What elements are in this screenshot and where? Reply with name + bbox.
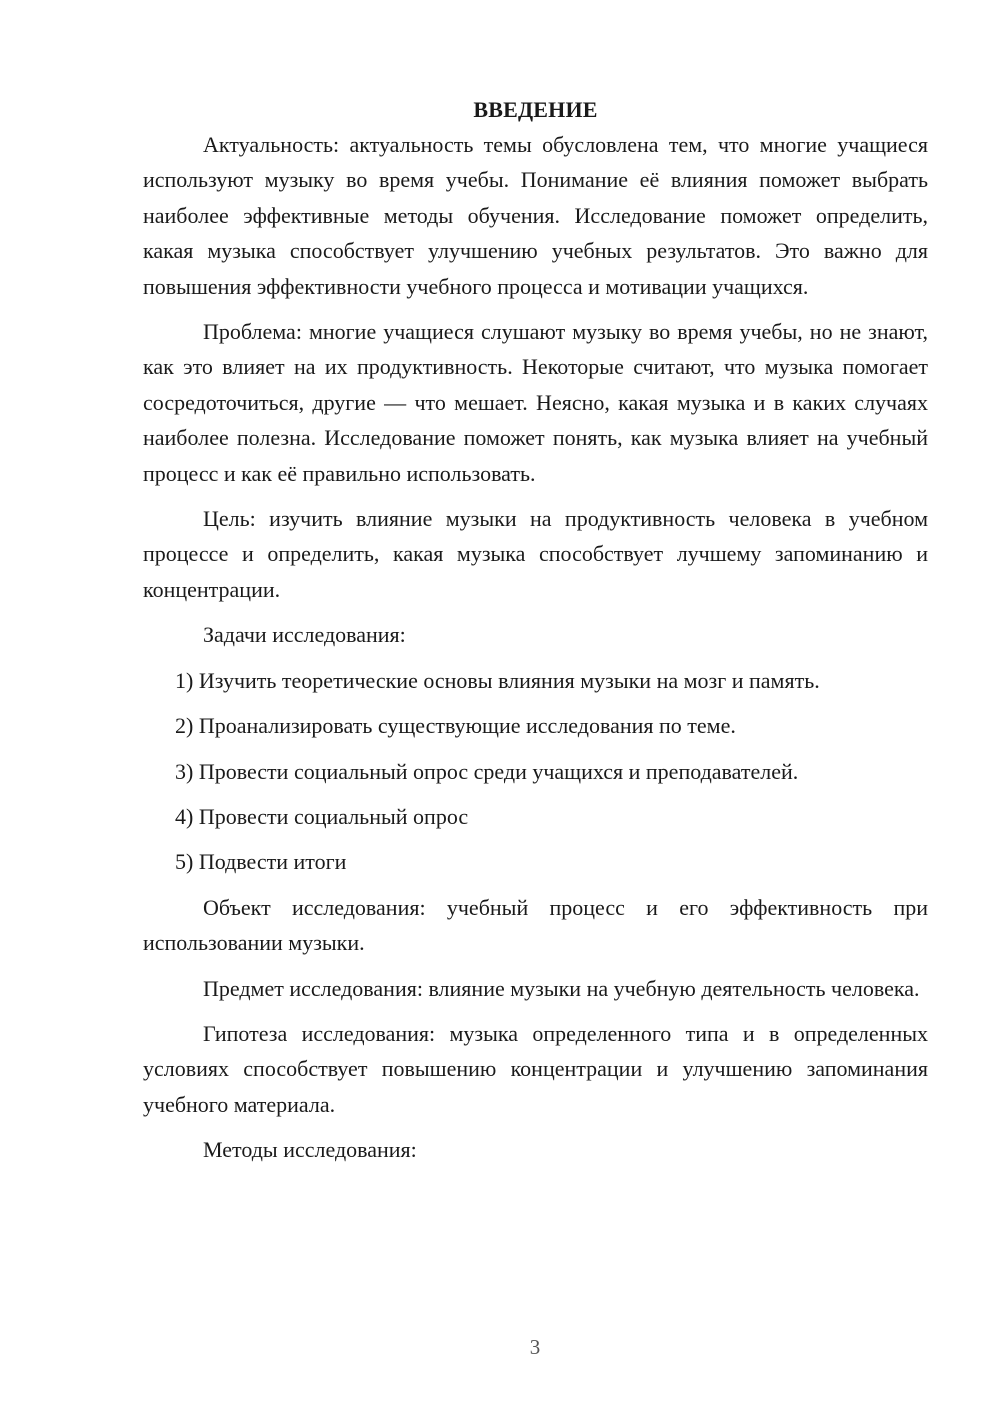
task-item: 5) Подвести итоги <box>175 849 347 875</box>
task-item: 3) Провести социальный опрос среди учащихся и преподавателей. <box>175 758 799 784</box>
problem-paragraph: Проблема: многие учащиеся слушают музыку во время учебы, но не знают, как это влияет на их продуктивность. Некоторые считают, что музыка помогает сосредоточиться, другие — что мешает. Неясно, какая музыка и в каких случаях наиболее полезна. Исследование поможет понять, как музыка влияет на учебный процесс и как её правильно использовать. <box>143 319 928 486</box>
hypothesis-paragraph: Гипотеза исследования: музыка определенного типа и в определенных условиях способствует повышению концентрации и улучшению запоминания учебного материала. <box>143 1020 928 1117</box>
section-title: ВВЕДЕНИЕ <box>473 97 598 122</box>
relevance-paragraph: Актуальность: актуальность темы обусловлена тем, что многие учащиеся используют музыку во время учебы. Понимание её влияния поможет выбрать наиболее эффективные методы обучения. Исследование поможет определить, какая музыка способствует улучшению учебных результатов. Это важно для повышения эффективности учебного процесса и мотивации учащихся. <box>143 132 928 299</box>
tasks-heading: Задачи исследования: <box>203 622 406 648</box>
task-item: 4) Провести социальный опрос <box>175 803 469 829</box>
task-item: 2) Проанализировать существующие исследования по теме. <box>175 713 736 739</box>
document-page <box>143 92 928 1178</box>
methods-heading: Методы исследования: <box>203 1137 417 1163</box>
subject-paragraph: Предмет исследования: влияние музыки на учебную деятельность человека. <box>203 975 920 1001</box>
goal-paragraph: Цель: изучить влияние музыки на продуктивность человека в учебном процессе и определить, какая музыка способствует лучшему запоминанию и концентрации. <box>143 506 928 602</box>
task-item: 1) Изучить теоретические основы влияния музыки на мозг и память. <box>175 667 820 693</box>
tasks-list <box>143 663 928 880</box>
object-paragraph: Объект исследования: учебный процесс и его эффективность при использовании музыки. <box>143 894 928 956</box>
page-number: 3 <box>529 1335 541 1359</box>
